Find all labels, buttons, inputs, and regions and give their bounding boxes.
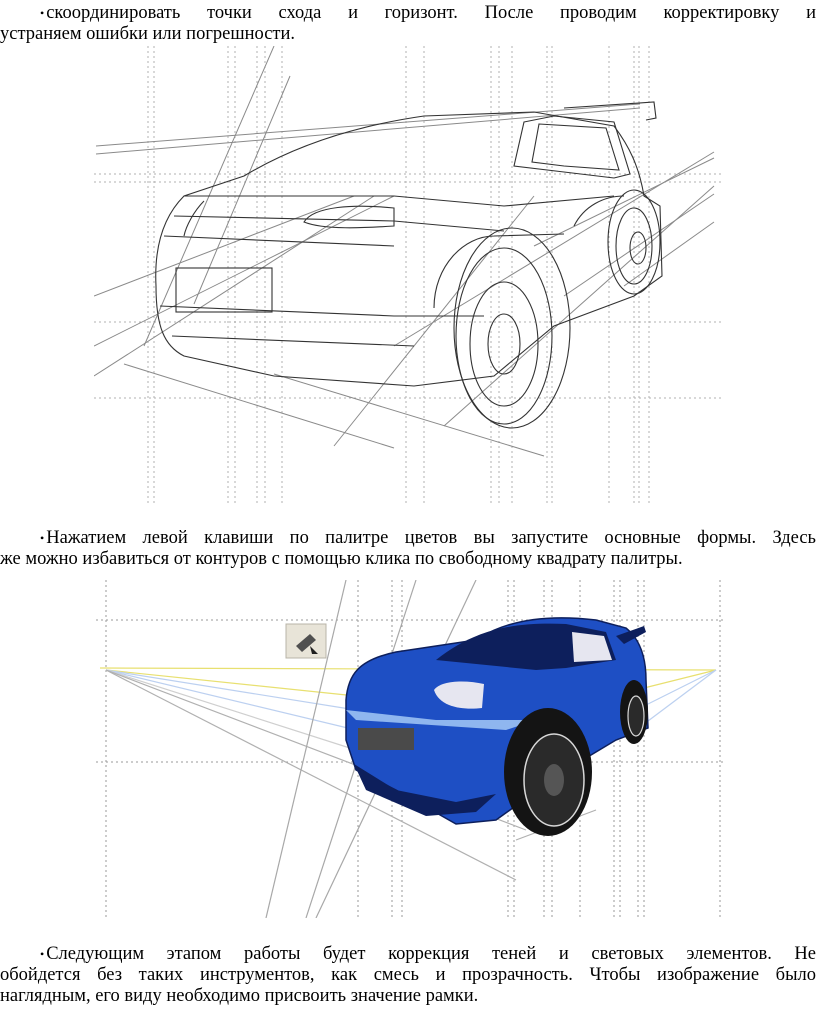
bullet: • xyxy=(40,6,45,21)
front-wheel xyxy=(504,708,592,836)
paragraph-3-line-2: обойдется без таких инструментов, как смесь и прозрачность. Чтобы изображение было xyxy=(0,965,816,986)
paragraph-1-line-2: устраняем ошибки или погрешности. xyxy=(0,24,296,45)
paragraph-3-line-3: наглядным, его виду необходимо присвоить значение рамки. xyxy=(0,986,479,1007)
car-outline xyxy=(156,102,662,428)
car-body xyxy=(346,618,648,824)
paragraph-2 xyxy=(0,528,816,570)
rear-wheel xyxy=(620,680,648,744)
bullet: • xyxy=(40,947,45,962)
car-colored-figure xyxy=(96,580,726,918)
perspective-lines xyxy=(94,46,714,456)
paragraph-3 xyxy=(0,944,816,1007)
paragraph-2-line-2: же можно избавиться от контуров с помощью клика по свободному квадрату палитры. xyxy=(0,549,683,570)
paragraph-1 xyxy=(0,3,816,45)
pen-tool-icon xyxy=(286,624,326,658)
paragraph-2-line-1: Нажатием левой клавиши по палитре цветов вы запустите основные формы. Здесь xyxy=(46,528,816,548)
paragraph-3-line-1: Следующим этапом работы будет коррекция теней и световых элементов. Не xyxy=(46,944,816,964)
paragraph-1-line-1: скоординировать точки схода и горизонт. После проводим корректировку и xyxy=(46,3,816,23)
vertical-guides xyxy=(148,46,649,504)
car-wireframe-figure xyxy=(94,46,722,504)
bullet: • xyxy=(40,531,45,546)
horizontal-guides xyxy=(94,174,722,398)
